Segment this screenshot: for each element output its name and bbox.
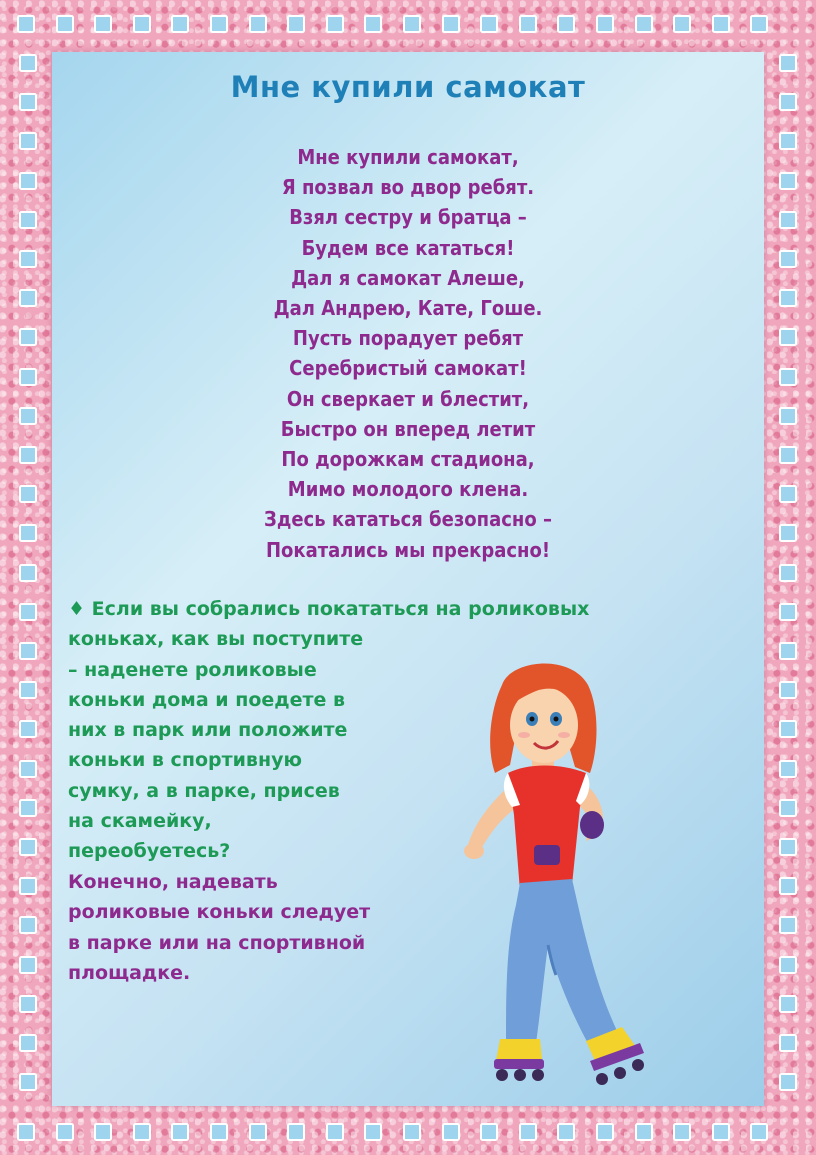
- question-line: коньках, как вы поступите: [68, 628, 364, 651]
- frame-square: [780, 682, 796, 698]
- frame-square: [780, 251, 796, 267]
- frame-square: [250, 16, 266, 32]
- frame-square: [780, 957, 796, 973]
- frame-square: [780, 996, 796, 1012]
- frame-square: [780, 369, 796, 385]
- question-line: них в парк или положите: [68, 719, 348, 742]
- frame-square: [558, 16, 574, 32]
- frame-square: [780, 721, 796, 737]
- frame-square: [95, 1124, 111, 1140]
- frame-square: [20, 329, 36, 345]
- frame-square: [636, 16, 652, 32]
- frame-square: [780, 917, 796, 933]
- frame-square: [20, 761, 36, 777]
- frame-square: [327, 1124, 343, 1140]
- frame-square: [780, 173, 796, 189]
- poem: [52, 142, 764, 565]
- poem-line: Здесь кататься безопасно –: [264, 507, 552, 532]
- frame-square: [636, 1124, 652, 1140]
- question-line: коньки в спортивную: [68, 749, 302, 772]
- poem-line: Пусть порадует ребят: [292, 326, 524, 351]
- answer-line: Конечно, надевать: [68, 871, 278, 893]
- frame-square: [20, 878, 36, 894]
- frame-square: [172, 1124, 188, 1140]
- frame-square: [780, 212, 796, 228]
- frame-square: [780, 408, 796, 424]
- frame-square: [780, 133, 796, 149]
- frame-square: [18, 1124, 34, 1140]
- frame-square: [597, 16, 613, 32]
- frame-square: [751, 1124, 767, 1140]
- frame-square: [780, 486, 796, 502]
- frame-square: [20, 486, 36, 502]
- frame-square: [780, 329, 796, 345]
- frame-square: [780, 839, 796, 855]
- frame-square: [57, 16, 73, 32]
- poem-line: Будем все кататься!: [301, 235, 515, 260]
- poem-line: Мимо молодого клена.: [287, 477, 529, 502]
- frame-square: [20, 643, 36, 659]
- answer-block: [68, 867, 488, 988]
- question-line: [68, 594, 668, 624]
- frame-square: [20, 1035, 36, 1051]
- frame-square: [327, 16, 343, 32]
- poem-line: Мне купили самокат,: [297, 145, 519, 169]
- frame-square: [365, 1124, 381, 1140]
- frame-square: [20, 55, 36, 71]
- poem-line: Покатались мы прекрасно!: [265, 537, 551, 562]
- frame-square: [20, 212, 36, 228]
- frame-square: [20, 290, 36, 306]
- frame-square: [780, 290, 796, 306]
- frame-square: [780, 1074, 796, 1090]
- frame-square: [18, 16, 34, 32]
- frame-square: [751, 16, 767, 32]
- frame-square: [713, 16, 729, 32]
- frame-square: [597, 1124, 613, 1140]
- frame-square: [20, 917, 36, 933]
- frame-square: [780, 565, 796, 581]
- frame-square: [520, 16, 536, 32]
- frame-square: [558, 1124, 574, 1140]
- frame-square: [134, 16, 150, 32]
- frame-square: [365, 16, 381, 32]
- answer-line: площадке.: [68, 961, 191, 984]
- frame-square: [20, 800, 36, 816]
- frame-square: [211, 1124, 227, 1140]
- frame-square: [20, 369, 36, 385]
- frame-square: [20, 996, 36, 1012]
- frame-square: [780, 55, 796, 71]
- frame-square: [172, 16, 188, 32]
- frame-square: [95, 16, 111, 32]
- answer-line: в парке или на спортивной: [68, 931, 366, 954]
- frame-square: [443, 16, 459, 32]
- frame-square: [780, 761, 796, 777]
- frame-square: [780, 800, 796, 816]
- poem-line: Он сверкает и блестит,: [286, 386, 530, 411]
- question-line: сумку, а в парке, присев: [68, 779, 340, 802]
- poem-line: По дорожкам стадиона,: [281, 447, 535, 472]
- frame-square: [20, 525, 36, 541]
- question-line: на скамейку,: [68, 810, 212, 833]
- frame-square: [674, 1124, 690, 1140]
- frame-square: [780, 525, 796, 541]
- poem-line: Дал Андрею, Кате, Гоше.: [273, 296, 543, 321]
- frame-square: [20, 957, 36, 973]
- frame-square: [288, 1124, 304, 1140]
- frame-square: [288, 16, 304, 32]
- frame-square: [520, 1124, 536, 1140]
- frame-square: [20, 173, 36, 189]
- answer-line: роликовые коньки следует: [68, 901, 371, 924]
- question-line: – наденете роликовые: [68, 658, 317, 681]
- frame-square: [713, 1124, 729, 1140]
- page-title: Мне купили самокат: [230, 70, 586, 104]
- frame-square: [443, 1124, 459, 1140]
- frame-square: [20, 1074, 36, 1090]
- frame-square: [20, 447, 36, 463]
- frame-square: [780, 878, 796, 894]
- poem-line: Дал я самокат Алеше,: [291, 265, 525, 290]
- frame-square: [780, 94, 796, 110]
- frame-square: [134, 1124, 150, 1140]
- poem-line: Серебристый самокат!: [289, 356, 527, 381]
- bullet-icon: ♦: [68, 598, 86, 620]
- frame-square: [20, 251, 36, 267]
- question-text: Если вы собрались покататься на роликовых: [91, 598, 590, 620]
- frame-square: [481, 16, 497, 32]
- frame-square: [211, 16, 227, 32]
- poem-line: Взял сестру и братца –: [289, 205, 527, 230]
- frame-square: [780, 604, 796, 620]
- frame-square: [250, 1124, 266, 1140]
- frame-square: [404, 1124, 420, 1140]
- frame-square: [481, 1124, 497, 1140]
- frame-square: [780, 1035, 796, 1051]
- poem-line: Быстро он вперед летит: [280, 416, 536, 441]
- frame-square: [20, 721, 36, 737]
- frame-square: [20, 408, 36, 424]
- poem-line: Я позвал во двор ребят.: [281, 175, 535, 200]
- frame-square: [674, 16, 690, 32]
- frame-square: [404, 16, 420, 32]
- frame-square: [20, 839, 36, 855]
- frame-square: [780, 447, 796, 463]
- frame-square: [20, 682, 36, 698]
- frame-square: [20, 604, 36, 620]
- question-line: коньки дома и поедете в: [68, 688, 346, 711]
- frame-square: [20, 133, 36, 149]
- frame-square: [20, 94, 36, 110]
- frame-square: [20, 565, 36, 581]
- girl-on-roller-skates-illustration: [440, 655, 680, 1100]
- frame-square: [57, 1124, 73, 1140]
- question-line: переобуетесь?: [68, 840, 231, 863]
- frame-square: [780, 643, 796, 659]
